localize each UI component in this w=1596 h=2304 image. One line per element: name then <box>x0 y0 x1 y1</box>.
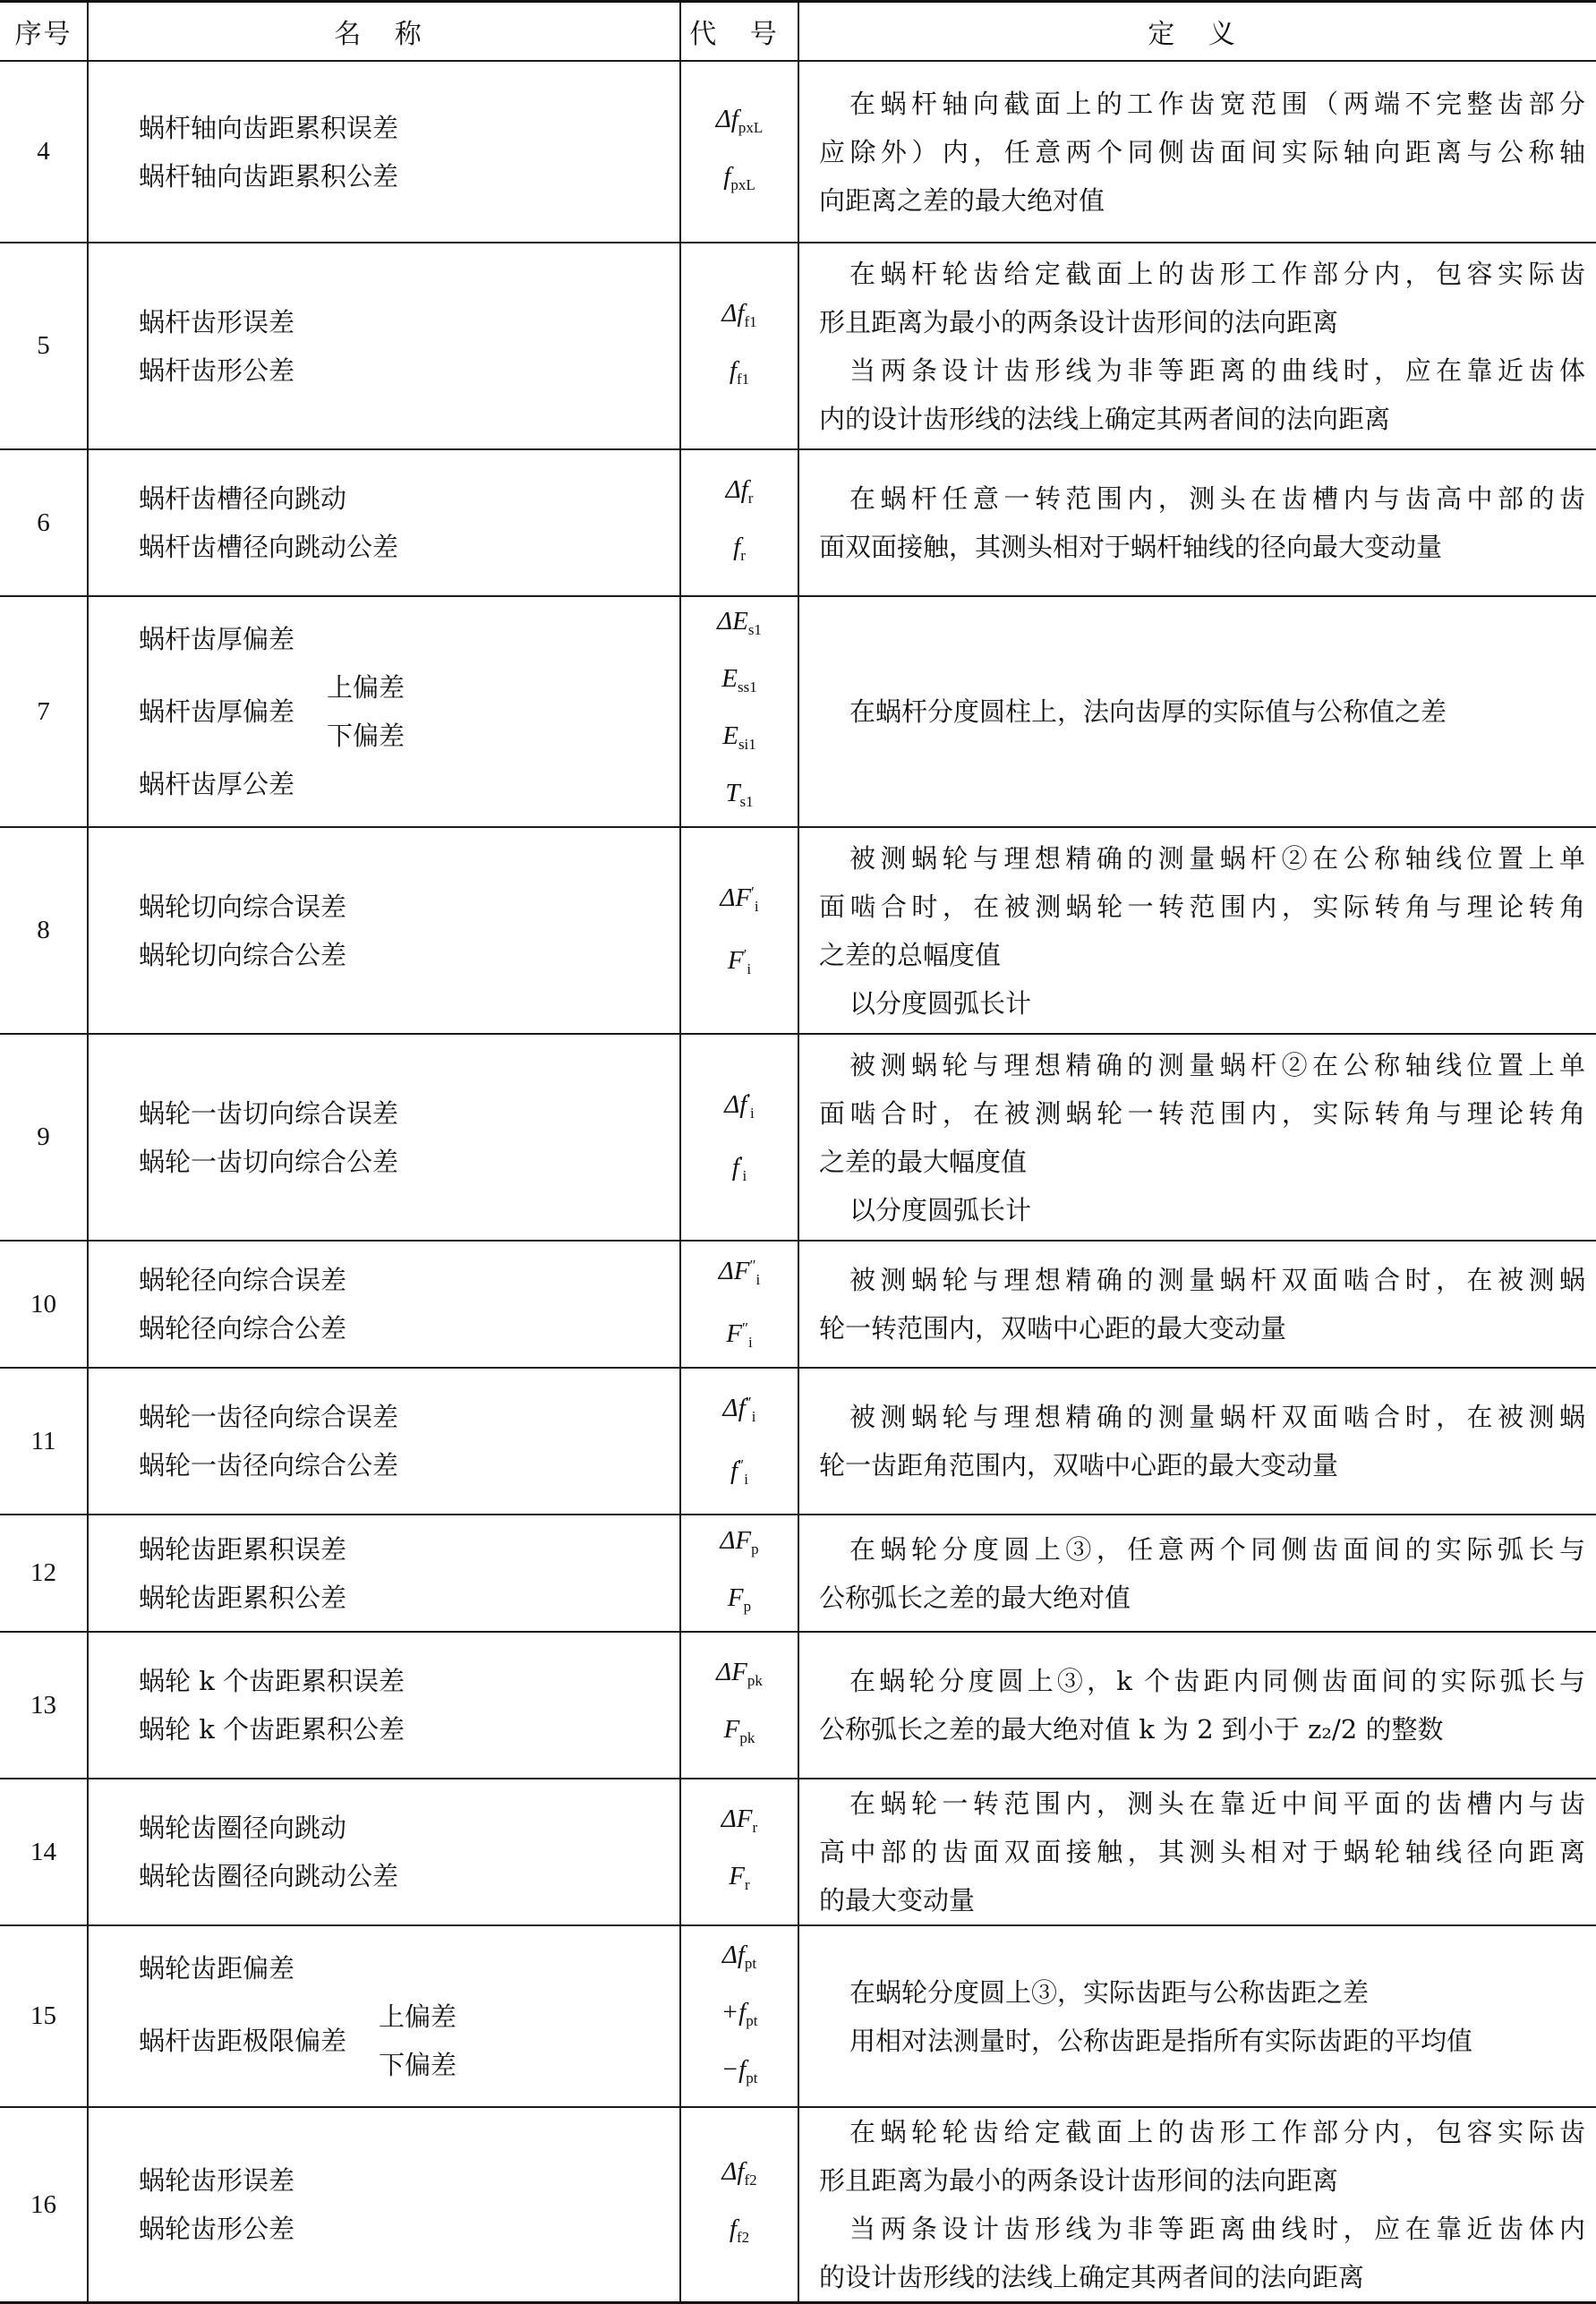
definition-line: 面啮合时，在被测蜗轮一转范围内，实际转角与理论转角 <box>819 891 1585 922</box>
code-prime: ′ <box>747 1089 751 1107</box>
code-symbol: $f_r$ <box>733 533 746 564</box>
name-line: 蜗轮齿形公差 <box>139 2214 295 2244</box>
definition-line: 形且距离为最小的两条设计齿形间的法向距离 <box>819 2165 1339 2196</box>
definition-line: 用相对法测量时，公称齿距是指所有实际齿距的平均值 <box>849 2025 1473 2056</box>
deviation-pair <box>327 663 405 760</box>
name-line: 蜗杆齿槽径向跳动公差 <box>139 532 399 562</box>
definition-line: 之差的最大幅度值 <box>819 1146 1028 1177</box>
name-line: 蜗杆齿厚偏差 <box>139 624 295 654</box>
upper-deviation-label: 上偏差 <box>327 672 405 703</box>
table-row <box>0 1368 1596 1515</box>
row-code-cell <box>680 596 798 827</box>
table-row <box>0 827 1596 1034</box>
definition-line: 当两条设计齿形线为非等距离的曲线时，应在靠近齿体 <box>849 354 1585 386</box>
code-symbol: $\Delta F_r$ <box>721 1805 758 1836</box>
row-seq-number: 4 <box>0 61 88 243</box>
code-symbol: $\Delta f'_i$ <box>724 1089 755 1122</box>
row-name-cell <box>88 449 680 596</box>
name-line: 蜗轮径向综合误差 <box>139 1265 347 1295</box>
code-symbol: $E_{ss1}$ <box>721 664 757 695</box>
code-symbol: $\Delta f_{pxL}$ <box>715 104 764 136</box>
row-name-cell <box>88 243 680 449</box>
name-line: 蜗轮齿形误差 <box>139 2165 295 2196</box>
row-definition-cell <box>798 1632 1596 1779</box>
code-symbol: $\Delta f_{pt}$ <box>721 1940 757 1972</box>
code-symbol: $T_{s1}$ <box>725 779 754 810</box>
code-subscript: s1 <box>747 621 762 638</box>
code-prime: ″ <box>738 1456 745 1473</box>
row-code-cell <box>680 1779 798 1925</box>
table-row <box>0 243 1596 449</box>
table-row <box>0 2107 1596 2303</box>
row-seq-number: 11 <box>0 1368 88 1515</box>
name-line: 蜗杆齿槽径向跳动 <box>139 483 347 514</box>
code-subscript: pt <box>746 2011 758 2029</box>
code-symbol: $F_{pk}$ <box>723 1715 755 1746</box>
row-definition-cell <box>798 2107 1596 2303</box>
code-symbol: $\Delta E_{s1}$ <box>717 607 762 638</box>
row-name-cell <box>88 1925 680 2107</box>
name-line: 蜗杆轴向齿距累积公差 <box>139 160 399 192</box>
code-prime: ″ <box>745 1394 752 1411</box>
code-subscript: i <box>744 1471 748 1488</box>
code-prime: ′ <box>751 883 755 900</box>
name-line: 蜗杆齿形公差 <box>139 354 295 386</box>
code-subscript: p <box>743 1597 752 1615</box>
lower-deviation-label: 下偏差 <box>327 721 405 751</box>
definition-line: 面啮合时，在被测蜗轮一转范围内，实际转角与理论转角 <box>819 1097 1585 1129</box>
row-definition-cell <box>798 1241 1596 1368</box>
definition-line: 被测蜗轮与理想精确的测量蜗杆②在公称轴线位置上单 <box>849 842 1585 874</box>
row-code-cell <box>680 827 798 1034</box>
table-row <box>0 1515 1596 1632</box>
code-subscript: i <box>751 1408 756 1425</box>
code-subscript: r <box>752 1819 758 1836</box>
code-symbol: $f''_i$ <box>730 1456 748 1488</box>
code-subscript: pk <box>739 1729 755 1746</box>
name-line: 蜗轮一齿切向综合公差 <box>139 1146 399 1177</box>
code-subscript: r <box>747 490 754 507</box>
row-name-cell <box>88 1515 680 1632</box>
name-split-group <box>139 663 679 760</box>
row-code-cell <box>680 1515 798 1632</box>
definition-line: 形且距离为最小的两条设计齿形间的法向距离 <box>819 306 1339 337</box>
definition-line: 的设计齿形线的法线上确定其两者间的法向距离 <box>819 2262 1365 2292</box>
row-name-cell <box>88 1241 680 1368</box>
code-subscript: r <box>745 1876 750 1893</box>
code-subscript: r <box>740 547 746 564</box>
code-subscript: i <box>754 897 759 915</box>
upper-deviation-label: 上偏差 <box>379 2001 457 2032</box>
table-row <box>0 1632 1596 1779</box>
name-line: 蜗轮齿距累积公差 <box>139 1582 347 1613</box>
definition-line: 应除外）内，任意两个同侧齿面间实际轴向距离与公称轴 <box>819 136 1585 167</box>
code-subscript: i <box>750 1104 755 1122</box>
header-code: 代 号 <box>680 2 798 62</box>
code-prime: ″ <box>741 1319 749 1336</box>
name-line: 蜗轮一齿径向综合公差 <box>139 1450 399 1481</box>
row-code-cell <box>680 2107 798 2303</box>
row-code-cell <box>680 243 798 449</box>
row-name-cell <box>88 1632 680 1779</box>
code-symbol: $\Delta F'_i$ <box>720 883 759 915</box>
row-name-cell <box>88 2107 680 2303</box>
row-seq-number: 6 <box>0 449 88 596</box>
row-name-cell <box>88 1368 680 1515</box>
row-seq-number: 10 <box>0 1241 88 1368</box>
table-row <box>0 1779 1596 1925</box>
code-subscript: pt <box>744 1954 757 1972</box>
row-definition-cell <box>798 1034 1596 1241</box>
name-line: 蜗杆齿厚偏差 <box>139 696 295 727</box>
definition-line: 内的设计齿形线的法线上确定其两者间的法向距离 <box>819 403 1391 434</box>
name-line: 蜗轮齿距累积误差 <box>139 1533 347 1565</box>
definition-line: 在蜗杆任意一转范围内，测头在齿槽内与齿高中部的齿 <box>849 483 1585 514</box>
code-symbol: $f_{f1}$ <box>729 355 750 388</box>
code-symbol: $+f_{pt}$ <box>721 1997 758 2029</box>
row-name-cell <box>88 61 680 243</box>
name-line: 蜗轮一齿切向综合误差 <box>139 1097 399 1129</box>
row-code-cell <box>680 449 798 596</box>
row-name-cell <box>88 1034 680 1241</box>
code-subscript: pt <box>746 2069 758 2086</box>
definition-line: 以分度圆弧长计 <box>849 1194 1032 1225</box>
row-seq-number: 14 <box>0 1779 88 1925</box>
code-subscript: i <box>742 1166 747 1184</box>
code-subscript: i <box>747 960 752 977</box>
row-definition-cell <box>798 827 1596 1034</box>
name-line: 蜗轮径向综合公差 <box>139 1313 347 1344</box>
definition-line: 轮一转范围内，双啮中心距的最大变动量 <box>819 1313 1287 1344</box>
name-line: 蜗杆齿距极限偏差 <box>139 2025 347 2056</box>
row-code-cell <box>680 61 798 243</box>
definition-line: 在蜗轮一转范围内，测头在靠近中间平面的齿槽内与齿 <box>849 1788 1585 1819</box>
lower-deviation-label: 下偏差 <box>379 2049 457 2080</box>
table-row <box>0 1241 1596 1368</box>
name-line: 蜗轮一齿径向综合误差 <box>139 1402 399 1432</box>
definition-line: 在蜗杆轴向截面上的工作齿宽范围（两端不完整齿部分 <box>849 88 1585 119</box>
row-definition-cell <box>798 61 1596 243</box>
definition-line: 公称弧长之差的最大绝对值 <box>819 1582 1131 1613</box>
row-definition-cell <box>798 1925 1596 2107</box>
name-line: 蜗轮齿圈径向跳动 <box>139 1813 347 1843</box>
code-subscript: pxL <box>738 118 764 136</box>
definition-line: 在蜗轮轮齿给定截面上的齿形工作部分内，包容实际齿 <box>849 2117 1585 2147</box>
code-subscript: ss1 <box>737 678 757 695</box>
row-seq-number: 13 <box>0 1632 88 1779</box>
name-line: 蜗轮切向综合公差 <box>139 939 347 970</box>
row-code-cell <box>680 1241 798 1368</box>
code-subscript: f2 <box>744 2172 757 2189</box>
code-symbol: $\Delta f_{f1}$ <box>721 298 757 330</box>
definition-line: 被测蜗轮与理想精确的测量蜗杆双面啮合时，在被测蜗 <box>849 1265 1585 1295</box>
row-name-cell <box>88 596 680 827</box>
code-subscript: i <box>748 1334 753 1351</box>
definition-line: 面双面接触，其测头相对于蜗杆轴线的径向最大变动量 <box>819 532 1443 562</box>
code-symbol: $\Delta F''_i$ <box>718 1257 761 1288</box>
row-seq-number: 8 <box>0 827 88 1034</box>
definition-line: 在蜗轮分度圆上③，k 个齿距内同侧齿面间的实际弧长与 <box>849 1666 1585 1696</box>
definition-line: 以分度圆弧长计 <box>849 987 1032 1019</box>
code-subscript: si1 <box>738 736 756 753</box>
row-name-cell <box>88 827 680 1034</box>
definition-line: 公称弧长之差的最大绝对值 k 为 2 到小于 z₂/2 的整数 <box>819 1714 1444 1745</box>
header-definition: 定 义 <box>798 2 1596 62</box>
deviation-pair <box>379 1993 457 2089</box>
code-prime: ′ <box>743 945 747 963</box>
code-symbol: $f_{pxL}$ <box>723 161 755 193</box>
definition-line: 被测蜗轮与理想精确的测量蜗杆双面啮合时，在被测蜗 <box>849 1402 1585 1432</box>
code-symbol: $\Delta f_r$ <box>725 475 754 507</box>
header-name: 名 称 <box>88 2 680 62</box>
code-symbol: $-f_{pt}$ <box>721 2054 758 2086</box>
definition-line: 向距离之差的最大绝对值 <box>819 184 1105 216</box>
code-subscript: i <box>755 1271 761 1288</box>
code-symbol: $F_r$ <box>729 1862 750 1893</box>
table-row <box>0 596 1596 827</box>
definition-line: 被测蜗轮与理想精确的测量蜗杆②在公称轴线位置上单 <box>849 1049 1585 1080</box>
table-row <box>0 1034 1596 1241</box>
definition-line: 的最大变动量 <box>819 1885 976 1916</box>
table-body <box>0 61 1596 2303</box>
name-line: 蜗轮齿圈径向跳动公差 <box>139 1861 399 1891</box>
row-code-cell <box>680 1034 798 1241</box>
code-symbol: $E_{si1}$ <box>722 721 756 753</box>
code-symbol: $f_{f2}$ <box>729 2214 750 2246</box>
row-seq-number: 7 <box>0 596 88 827</box>
definition-line: 在蜗轮分度圆上③，实际齿距与公称齿距之差 <box>849 1976 1370 2008</box>
code-symbol: $\Delta f''_i$ <box>722 1394 756 1425</box>
code-subscript: pxL <box>730 175 755 193</box>
name-line: 蜗杆齿形误差 <box>139 306 295 337</box>
definition-line: 高中部的齿面双面接触，其测头相对于蜗轮轴线径向距离 <box>819 1837 1585 1867</box>
row-definition-cell <box>798 596 1596 827</box>
definition-line: 轮一齿距角范围内，双啮中心距的最大变动量 <box>819 1450 1339 1481</box>
name-line: 蜗轮切向综合误差 <box>139 891 347 922</box>
table-header-row <box>0 2 1596 62</box>
row-definition-cell <box>798 1779 1596 1925</box>
code-subscript: pk <box>747 1672 763 1689</box>
row-definition-cell <box>798 1368 1596 1515</box>
header-seq: 序号 <box>0 2 88 62</box>
definition-line: 之差的总幅度值 <box>819 939 1002 970</box>
code-symbol: $f'_i$ <box>731 1152 747 1184</box>
table-row <box>0 1925 1596 2107</box>
code-symbol: $F'_i$ <box>727 945 752 977</box>
row-code-cell <box>680 1925 798 2107</box>
row-definition-cell <box>798 243 1596 449</box>
definition-line: 在蜗杆分度圆柱上，法向齿厚的实际值与公称值之差 <box>849 696 1447 727</box>
name-line: 蜗杆轴向齿距累积误差 <box>139 112 399 143</box>
name-line: 蜗轮 k 个齿距累积公差 <box>139 1714 405 1745</box>
row-seq-number: 15 <box>0 1925 88 2107</box>
definition-line: 在蜗轮分度圆上③，任意两个同侧齿面间的实际弧长与 <box>849 1533 1585 1565</box>
table-row <box>0 61 1596 243</box>
code-prime: ″ <box>749 1257 756 1274</box>
name-line: 蜗杆齿厚公差 <box>139 769 295 799</box>
row-name-cell <box>88 1779 680 1925</box>
code-symbol: $F''_i$ <box>726 1319 753 1351</box>
row-code-cell <box>680 1632 798 1779</box>
code-subscript: f1 <box>744 312 757 330</box>
table-row <box>0 449 1596 596</box>
name-split-group <box>139 1993 679 2089</box>
row-seq-number: 9 <box>0 1034 88 1241</box>
code-symbol: $\Delta f_{f2}$ <box>721 2157 757 2189</box>
row-seq-number: 5 <box>0 243 88 449</box>
row-code-cell <box>680 1368 798 1515</box>
name-line: 蜗轮齿距偏差 <box>139 1952 295 1984</box>
code-subscript: s1 <box>739 793 754 810</box>
code-subscript: f2 <box>736 2229 750 2246</box>
row-seq-number: 12 <box>0 1515 88 1632</box>
definition-line: 当两条设计齿形线为非等距离曲线时，应在靠近齿体内 <box>849 2214 1585 2244</box>
code-symbol: $F_p$ <box>727 1583 752 1615</box>
code-subscript: f1 <box>736 370 750 388</box>
row-seq-number: 16 <box>0 2107 88 2303</box>
code-subscript: p <box>751 1540 759 1557</box>
code-prime: ′ <box>738 1152 743 1170</box>
name-line: 蜗轮 k 个齿距累积误差 <box>139 1666 405 1696</box>
code-symbol: $\Delta F_{pk}$ <box>716 1658 763 1689</box>
code-symbol: $\Delta F_p$ <box>720 1525 759 1557</box>
row-definition-cell <box>798 1515 1596 1632</box>
definition-line: 在蜗杆轮齿给定截面上的齿形工作部分内，包容实际齿 <box>849 258 1585 289</box>
row-definition-cell <box>798 449 1596 596</box>
